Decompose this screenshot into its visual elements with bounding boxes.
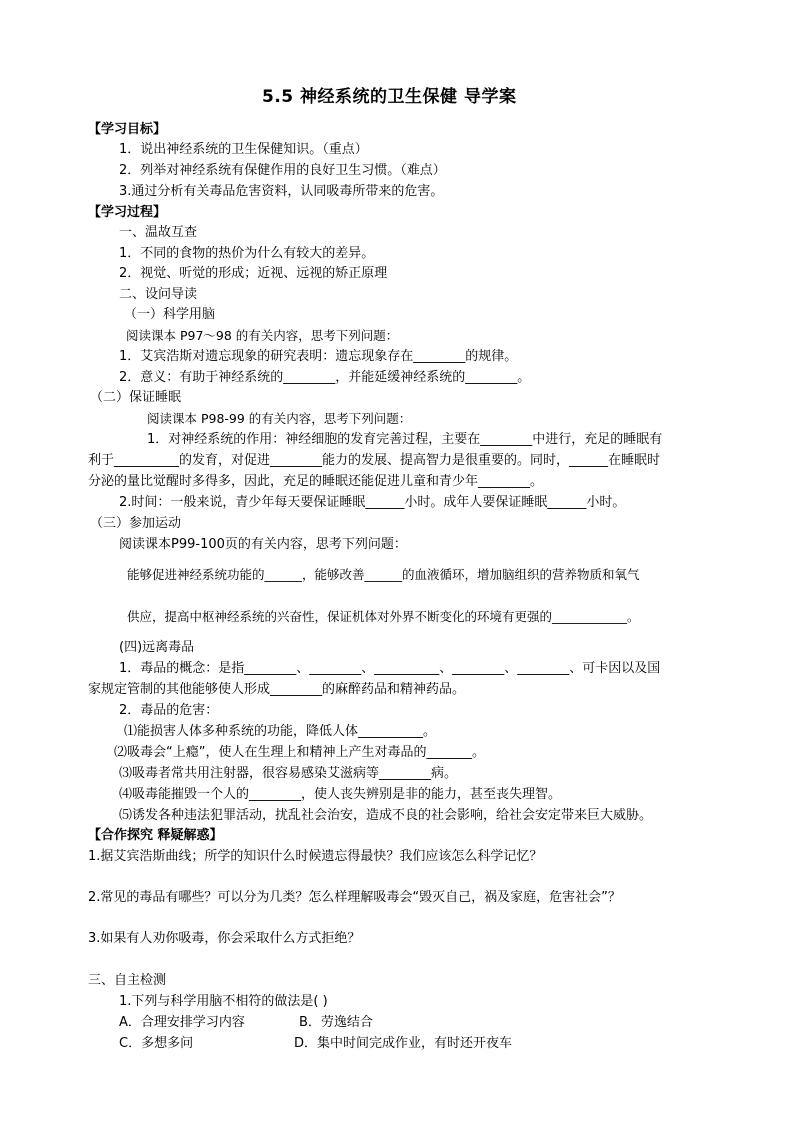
part4-heading: (四)远离毒品 [119,640,195,655]
cooperate-heading: 【合作探究 释疑解惑】 [88,828,223,843]
part2-question-line: 利于__________的发育，对促进________能力的发展、提高智力是很重要的。同时，______在睡眠时 [88,453,661,468]
part3-heading: （三）参加运动 [90,516,182,531]
part2-question-line: 1．对神经系统的作用：神经细胞的发育完善过程，主要在________中进行，充足的睡眠有 [147,432,663,447]
part3-text-line: 能够促进神经系统功能的______，能够改善______的血液循环，增加脑组织的营养物质和氧气 [127,567,640,582]
part2-question-line: 分泌的量比觉醒时多得多，因此，充足的睡眠还能促进儿童和青少年________。 [88,474,544,489]
check-question: 1.下列与科学用脑不相符的做法是( ) [119,994,328,1009]
check-heading: 三、自主检测 [88,973,167,988]
review-heading: 一、温故互查 [119,225,198,240]
part4-question-line: 家规定管制的其他能够使人形成________的麻醉药品和精神药品。 [88,682,466,697]
cooperate-question: 2.常见的毒品有哪些？可以分为几类？怎么样理解吸毒会“毁灭自己，祸及家庭，危害社会”？ [88,890,621,905]
part4-question: 2．毒品的危害： [119,703,219,718]
guide-heading: 二、设问导读 [119,287,198,302]
page-title: 5.5 神经系统的卫生保健 导学案 [262,87,517,107]
part1-question: 1．艾宾浩斯对遗忘现象的研究表明：遗忘现象存在________的规律。 [119,349,518,364]
goal-item: 2．列举对神经系统有保健作用的良好卫生习惯。（难点） [119,163,446,178]
part4-question-line: 1．毒品的概念：是指________、________、__________、________、________、可卡因以及国 [119,661,661,676]
review-item: 1．不同的食物的热价为什么有较大的差异。 [119,246,375,261]
part2-question: 2.时间：一般来说，青少年每天要保证睡眠______小时。成年人要保证睡眠______小时。 [119,495,626,510]
part1-intro: 阅读课本 P97～98 的有关内容，思考下列问题： [126,328,399,343]
process-heading: 【学习过程】 [88,205,167,220]
option-b: B．劳逸结合 [299,1015,373,1030]
option-d: D．集中时间完成作业，有时还开夜车 [294,1036,513,1051]
part1-question: 2．意义：有助于神经系统的________，并能延缓神经系统的________。 [119,370,531,385]
harm-item: ⑸诱发各种违法犯罪活动，扰乱社会治安，造成不良的社会影响，给社会安定带来巨大威胁。 [119,808,653,823]
option-c: C．多想多问 [119,1036,194,1051]
goal-item: 3.通过分析有关毒品危害资料，认同吸毒所带来的危害。 [119,184,444,199]
part3-intro: 阅读课本P99-100页的有关内容，思考下列问题： [119,537,407,552]
part2-intro: 阅读课本 P98-99 的有关内容，思考下列问题： [147,411,412,426]
goal-item: 1．说出神经系统的卫生保健知识。（重点） [119,142,368,157]
harm-item: ⑶吸毒者常共用注射器，很容易感染艾滋病等________病。 [119,766,458,781]
review-item: 2．视觉、听觉的形成；近视、远视的矫正原理 [119,266,388,281]
harm-item: ⑴能损害人体多种系统的功能，降低人体__________。 [124,724,437,739]
part2-heading: （二）保证睡眠 [90,390,182,405]
harm-item: ⑵吸毒会“上瘾”，使人在生理上和精神上产生对毒品的_______。 [114,745,485,760]
harm-item: ⑷吸毒能摧毁一个人的________，使人丧失辨别是非的能力，甚至丧失理智。 [119,787,562,802]
option-a: A．合理安排学习内容 [119,1015,245,1030]
goals-heading: 【学习目标】 [88,122,167,137]
cooperate-question: 3.如果有人劝你吸毒，你会采取什么方式拒绝？ [88,931,361,946]
cooperate-question: 1.据艾宾浩斯曲线；所学的知识什么时候遗忘得最快？我们应该怎么科学记忆？ [88,849,543,864]
part1-heading: （一）科学用脑 [124,307,216,322]
part3-text-line: 供应，提高中枢神经系统的兴奋性，保证机体对外界不断变化的环境有更强的____________。 [127,609,640,624]
